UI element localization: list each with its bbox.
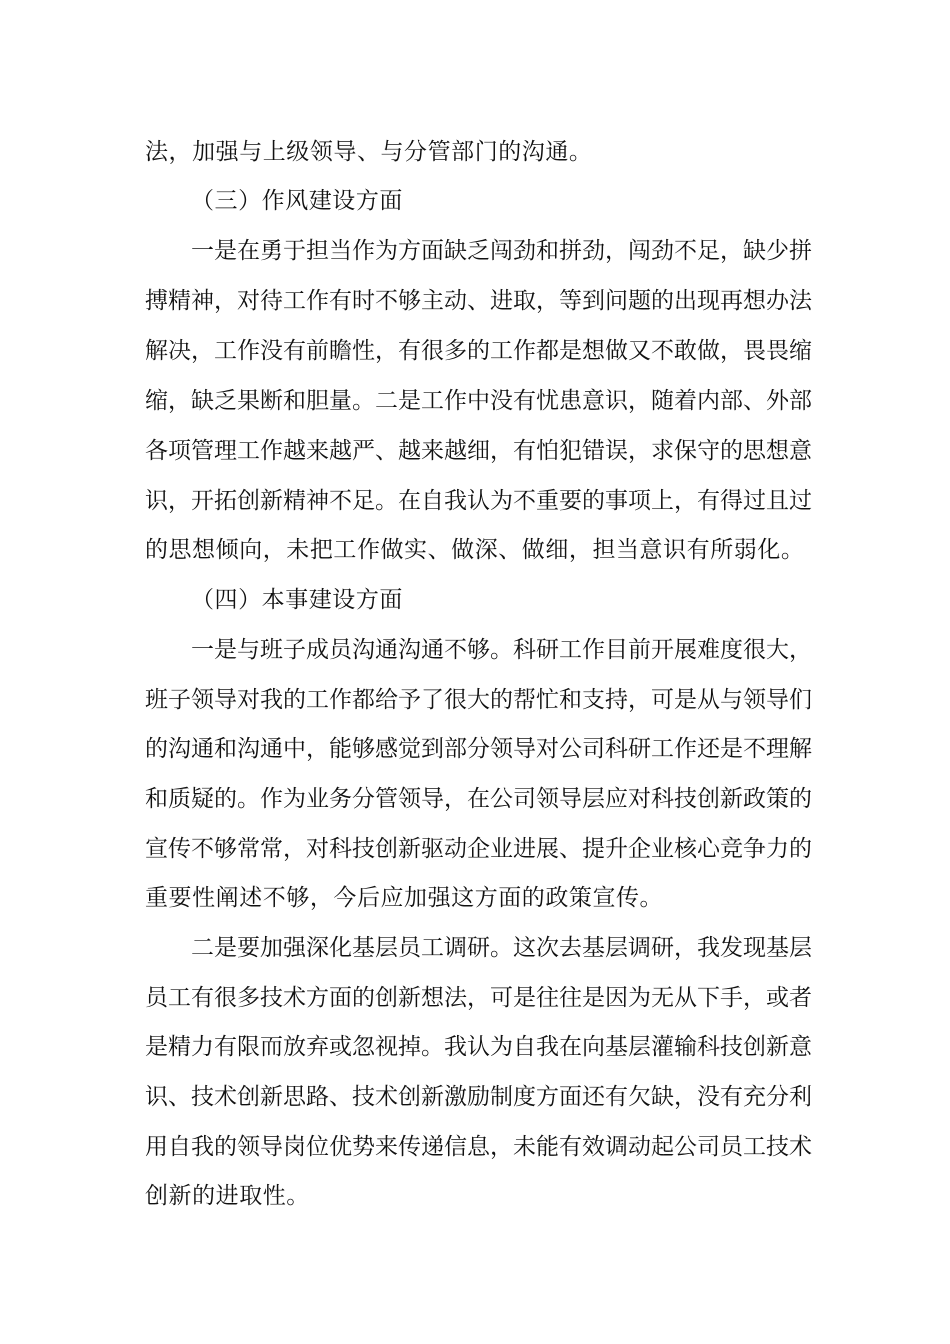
paragraph-line: 二是要加强深化基层员工调研。这次去基层调研，我发现基层 xyxy=(191,935,812,961)
paragraph-line: 是精力有限而放弃或忽视掉。我认为自我在向基层灌输科技创新意 xyxy=(145,1034,812,1060)
paragraph-line: 的沟通和沟通中，能够感觉到部分领导对公司科研工作还是不理解 xyxy=(145,736,812,762)
paragraph-line: 解决，工作没有前瞻性，有很多的工作都是想做又不敢做，畏畏缩 xyxy=(145,338,812,364)
paragraph-line: 搏精神，对待工作有时不够主动、进取，等到问题的出现再想办法 xyxy=(145,288,812,314)
paragraph-line: 班子领导对我的工作都给予了很大的帮忙和支持，可是从与领导们 xyxy=(145,687,812,713)
paragraph-line: 各项管理工作越来越严、越来越细，有怕犯错误，求保守的思想意 xyxy=(145,438,812,464)
paragraph-line: 员工有很多技术方面的创新想法，可是往往是因为无从下手，或者 xyxy=(145,985,812,1011)
paragraph-line: 一是与班子成员沟通沟通不够。科研工作目前开展难度很大， xyxy=(191,637,812,663)
paragraph-line: 一是在勇于担当作为方面缺乏闯劲和拼劲，闯劲不足，缺少拼 xyxy=(191,238,812,264)
paragraph-line: 识、技术创新思路、技术创新激励制度方面还有欠缺，没有充分利 xyxy=(145,1084,812,1110)
paragraph-line: 和质疑的。作为业务分管领导，在公司领导层应对科技创新政策的 xyxy=(145,786,812,812)
paragraph-line: 缩，缺乏果断和胆量。二是工作中没有忧患意识，随着内部、外部 xyxy=(145,388,812,414)
section-heading-ability: （四）本事建设方面 xyxy=(191,587,403,613)
paragraph-line: 用自我的领导岗位优势来传递信息，未能有效调动起公司员工技术 xyxy=(145,1134,812,1160)
paragraph-line: 法，加强与上级领导、与分管部门的沟通。 xyxy=(145,139,593,165)
paragraph-line: 识，开拓创新精神不足。在自我认为不重要的事项上，有得过且过 xyxy=(145,488,812,514)
paragraph-line: 创新的进取性。 xyxy=(145,1183,310,1209)
paragraph-line: 宣传不够常常，对科技创新驱动企业进展、提升企业核心竞争力的 xyxy=(145,836,812,862)
paragraph-line: 重要性阐述不够，今后应加强这方面的政策宣传。 xyxy=(145,885,664,911)
section-heading-work-style: （三）作风建设方面 xyxy=(191,188,403,214)
paragraph-line: 的思想倾向，未把工作做实、做深、做细，担当意识有所弱化。 xyxy=(145,537,805,563)
